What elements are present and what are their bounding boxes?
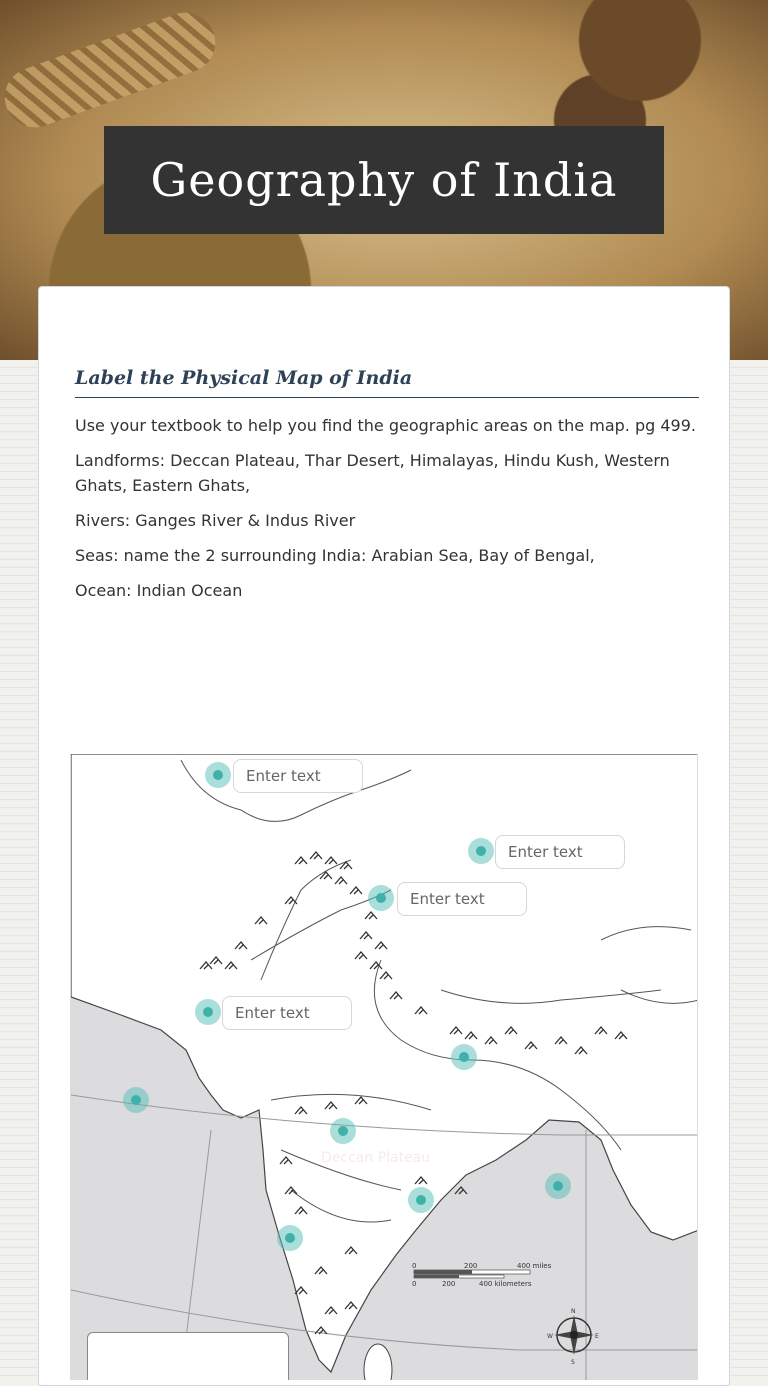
label-hotspot[interactable]: [408, 1187, 434, 1213]
compass-w: W: [547, 1333, 553, 1340]
compass-n: N: [571, 1308, 576, 1315]
scale-mile-200: 200: [464, 1262, 478, 1270]
scale-km-400: 400 kilometers: [479, 1280, 532, 1288]
label-hotspot[interactable]: [468, 838, 494, 864]
label-input-4[interactable]: [222, 996, 352, 1030]
rivers-text: Rivers: Ganges River & Indus River: [75, 511, 356, 530]
scale-km-0: 0: [412, 1280, 417, 1288]
scale-km-200: 200: [442, 1280, 456, 1288]
title-banner: [104, 126, 664, 234]
label-hotspot[interactable]: [123, 1087, 149, 1113]
section-heading: Label the Physical Map of India: [75, 367, 699, 398]
label-hotspot[interactable]: [277, 1225, 303, 1251]
rope-decoration: [0, 4, 224, 136]
page-title: Geography of India: [150, 153, 618, 207]
india-map: [70, 754, 698, 1380]
scale-mile-400: 400 miles: [517, 1262, 552, 1270]
label-hotspot[interactable]: [330, 1118, 356, 1144]
instruction-text: Use your textbook to help you find the geographic areas on the map. pg 499.: [75, 416, 696, 435]
compass-s: S: [571, 1359, 575, 1366]
instructions: [75, 413, 699, 613]
ocean-text: Ocean: Indian Ocean: [75, 581, 243, 600]
label-hotspot[interactable]: [368, 885, 394, 911]
faint-deccan-label: Deccan Plateau: [321, 1150, 431, 1166]
label-hotspot[interactable]: [205, 762, 231, 788]
label-input-2[interactable]: [495, 835, 625, 869]
answer-box[interactable]: [87, 1332, 289, 1380]
label-input-1[interactable]: [233, 759, 363, 793]
label-input-3[interactable]: [397, 882, 527, 916]
seas-text: Seas: name the 2 surrounding India: Arabian Sea, Bay of Bengal,: [75, 546, 595, 565]
label-hotspot[interactable]: [195, 999, 221, 1025]
scale-mile-0: 0: [412, 1262, 417, 1270]
label-hotspot[interactable]: [545, 1173, 571, 1199]
compass-e: E: [595, 1333, 599, 1340]
landforms-text: Landforms: Deccan Plateau, Thar Desert, Himalayas, Hindu Kush, Western Ghats, Eastern Ghats,: [75, 451, 670, 495]
label-hotspot[interactable]: [451, 1044, 477, 1070]
